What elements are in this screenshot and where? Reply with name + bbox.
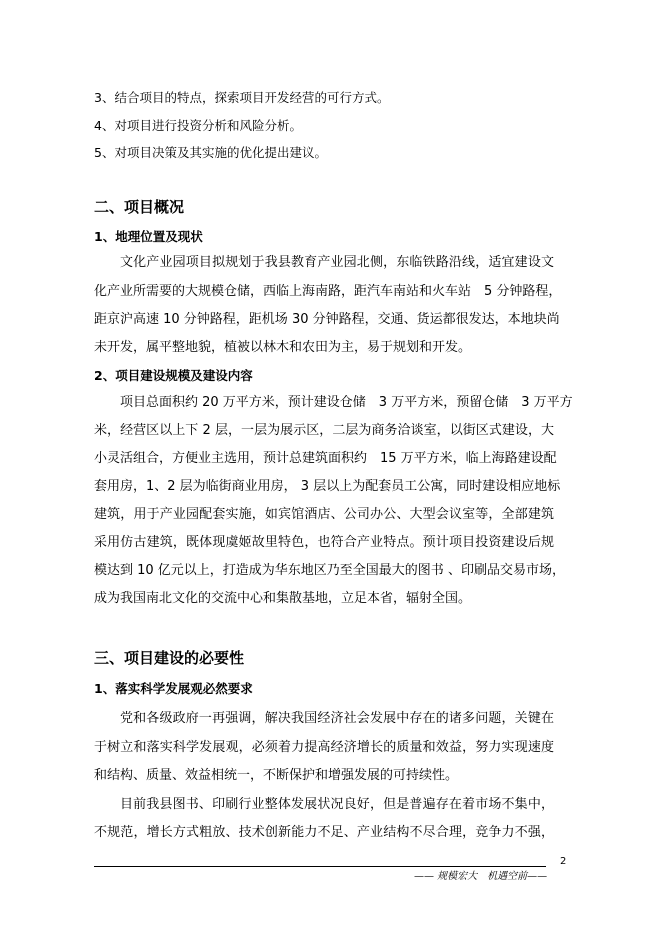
paragraph-line: 采用仿古建筑，既体现虞姬故里特色，也符合产业特点。预计项目投资建设后规 (94, 535, 554, 550)
paragraph-line: 于树立和落实科学发展观，必须着力提高经济增长的质量和效益，努力实现速度 (94, 740, 554, 755)
paragraph-line: 文化产业园项目拟规划于我县教育产业园北侧，东临铁路沿线，适宜建设文 (120, 255, 554, 270)
paragraph-line: 党和各级政府一再强调，解决我国经济社会发展中存在的诸多问题，关键在 (120, 711, 554, 726)
section-heading: 二、项目概况 (94, 198, 185, 216)
paragraph-line: 未开发，属平整地貌，植被以林木和农田为主，易于规划和开发。 (94, 340, 472, 355)
subsection-heading: 2、项目建设规模及建设内容 (94, 368, 253, 383)
footer-slogan: —— 规模宏大 机遇空前—— (414, 871, 548, 882)
paragraph-line: 目前我县图书、印刷行业整体发展状况良好，但是普遍存在着市场不集中， (120, 797, 554, 812)
paragraph-line: 米，经营区以上下 2 层，一层为展示区，二层为商务洽谈室，以街区式建设，大 (94, 423, 554, 438)
paragraph-line: 模达到 10 亿元以上，打造成为华东地区乃至全国最大的图书 、印刷品交易市场， (94, 563, 565, 578)
paragraph-line: 建筑，用于产业园配套实施，如宾馆酒店、公司办公、大型会议室等，全部建筑 (94, 507, 554, 522)
page-number: 2 (560, 856, 567, 867)
paragraph-line: 距京沪高速 10 分钟路程，距机场 30 分钟路程，交通、货运都很发达，本地块尚 (94, 312, 560, 327)
paragraph-line: 项目总面积约 20 万平方米，预计建设仓储 3 万平方米，预留仓储 3 万平方 (120, 395, 573, 410)
list-item: 4、对项目进行投资分析和风险分析。 (94, 118, 302, 133)
list-item: 5、对项目决策及其实施的优化提出建议。 (94, 145, 327, 160)
paragraph-line: 和结构、质量、效益相统一，不断保护和增强发展的可持续性。 (94, 768, 459, 783)
subsection-heading: 1、地理位置及现状 (94, 229, 203, 244)
paragraph-line: 不规范，增长方式粗放、技术创新能力不足、产业结构不尽合理，竞争力不强， (94, 825, 554, 840)
section-heading: 三、项目建设的必要性 (94, 649, 245, 667)
footer-divider (94, 866, 546, 867)
paragraph-line: 成为我国南北文化的交流中心和集散基地，立足本省，辐射全国。 (94, 591, 472, 606)
paragraph-line: 套用房，1、2 层为临街商业用房， 3 层以上为配套员工公寓，同时建设相应地标 (94, 479, 561, 494)
list-item: 3、结合项目的特点，探索项目开发经营的可行方式。 (94, 90, 390, 105)
paragraph-line: 小灵活组合，方便业主选用，预计总建筑面积约 15 万平方米，临上海路建设配 (94, 451, 557, 466)
paragraph-line: 化产业所需要的大规模仓储，西临上海南路，距汽车南站和火车站 5 分钟路程， (94, 284, 562, 299)
subsection-heading: 1、落实科学发展观必然要求 (94, 681, 253, 696)
